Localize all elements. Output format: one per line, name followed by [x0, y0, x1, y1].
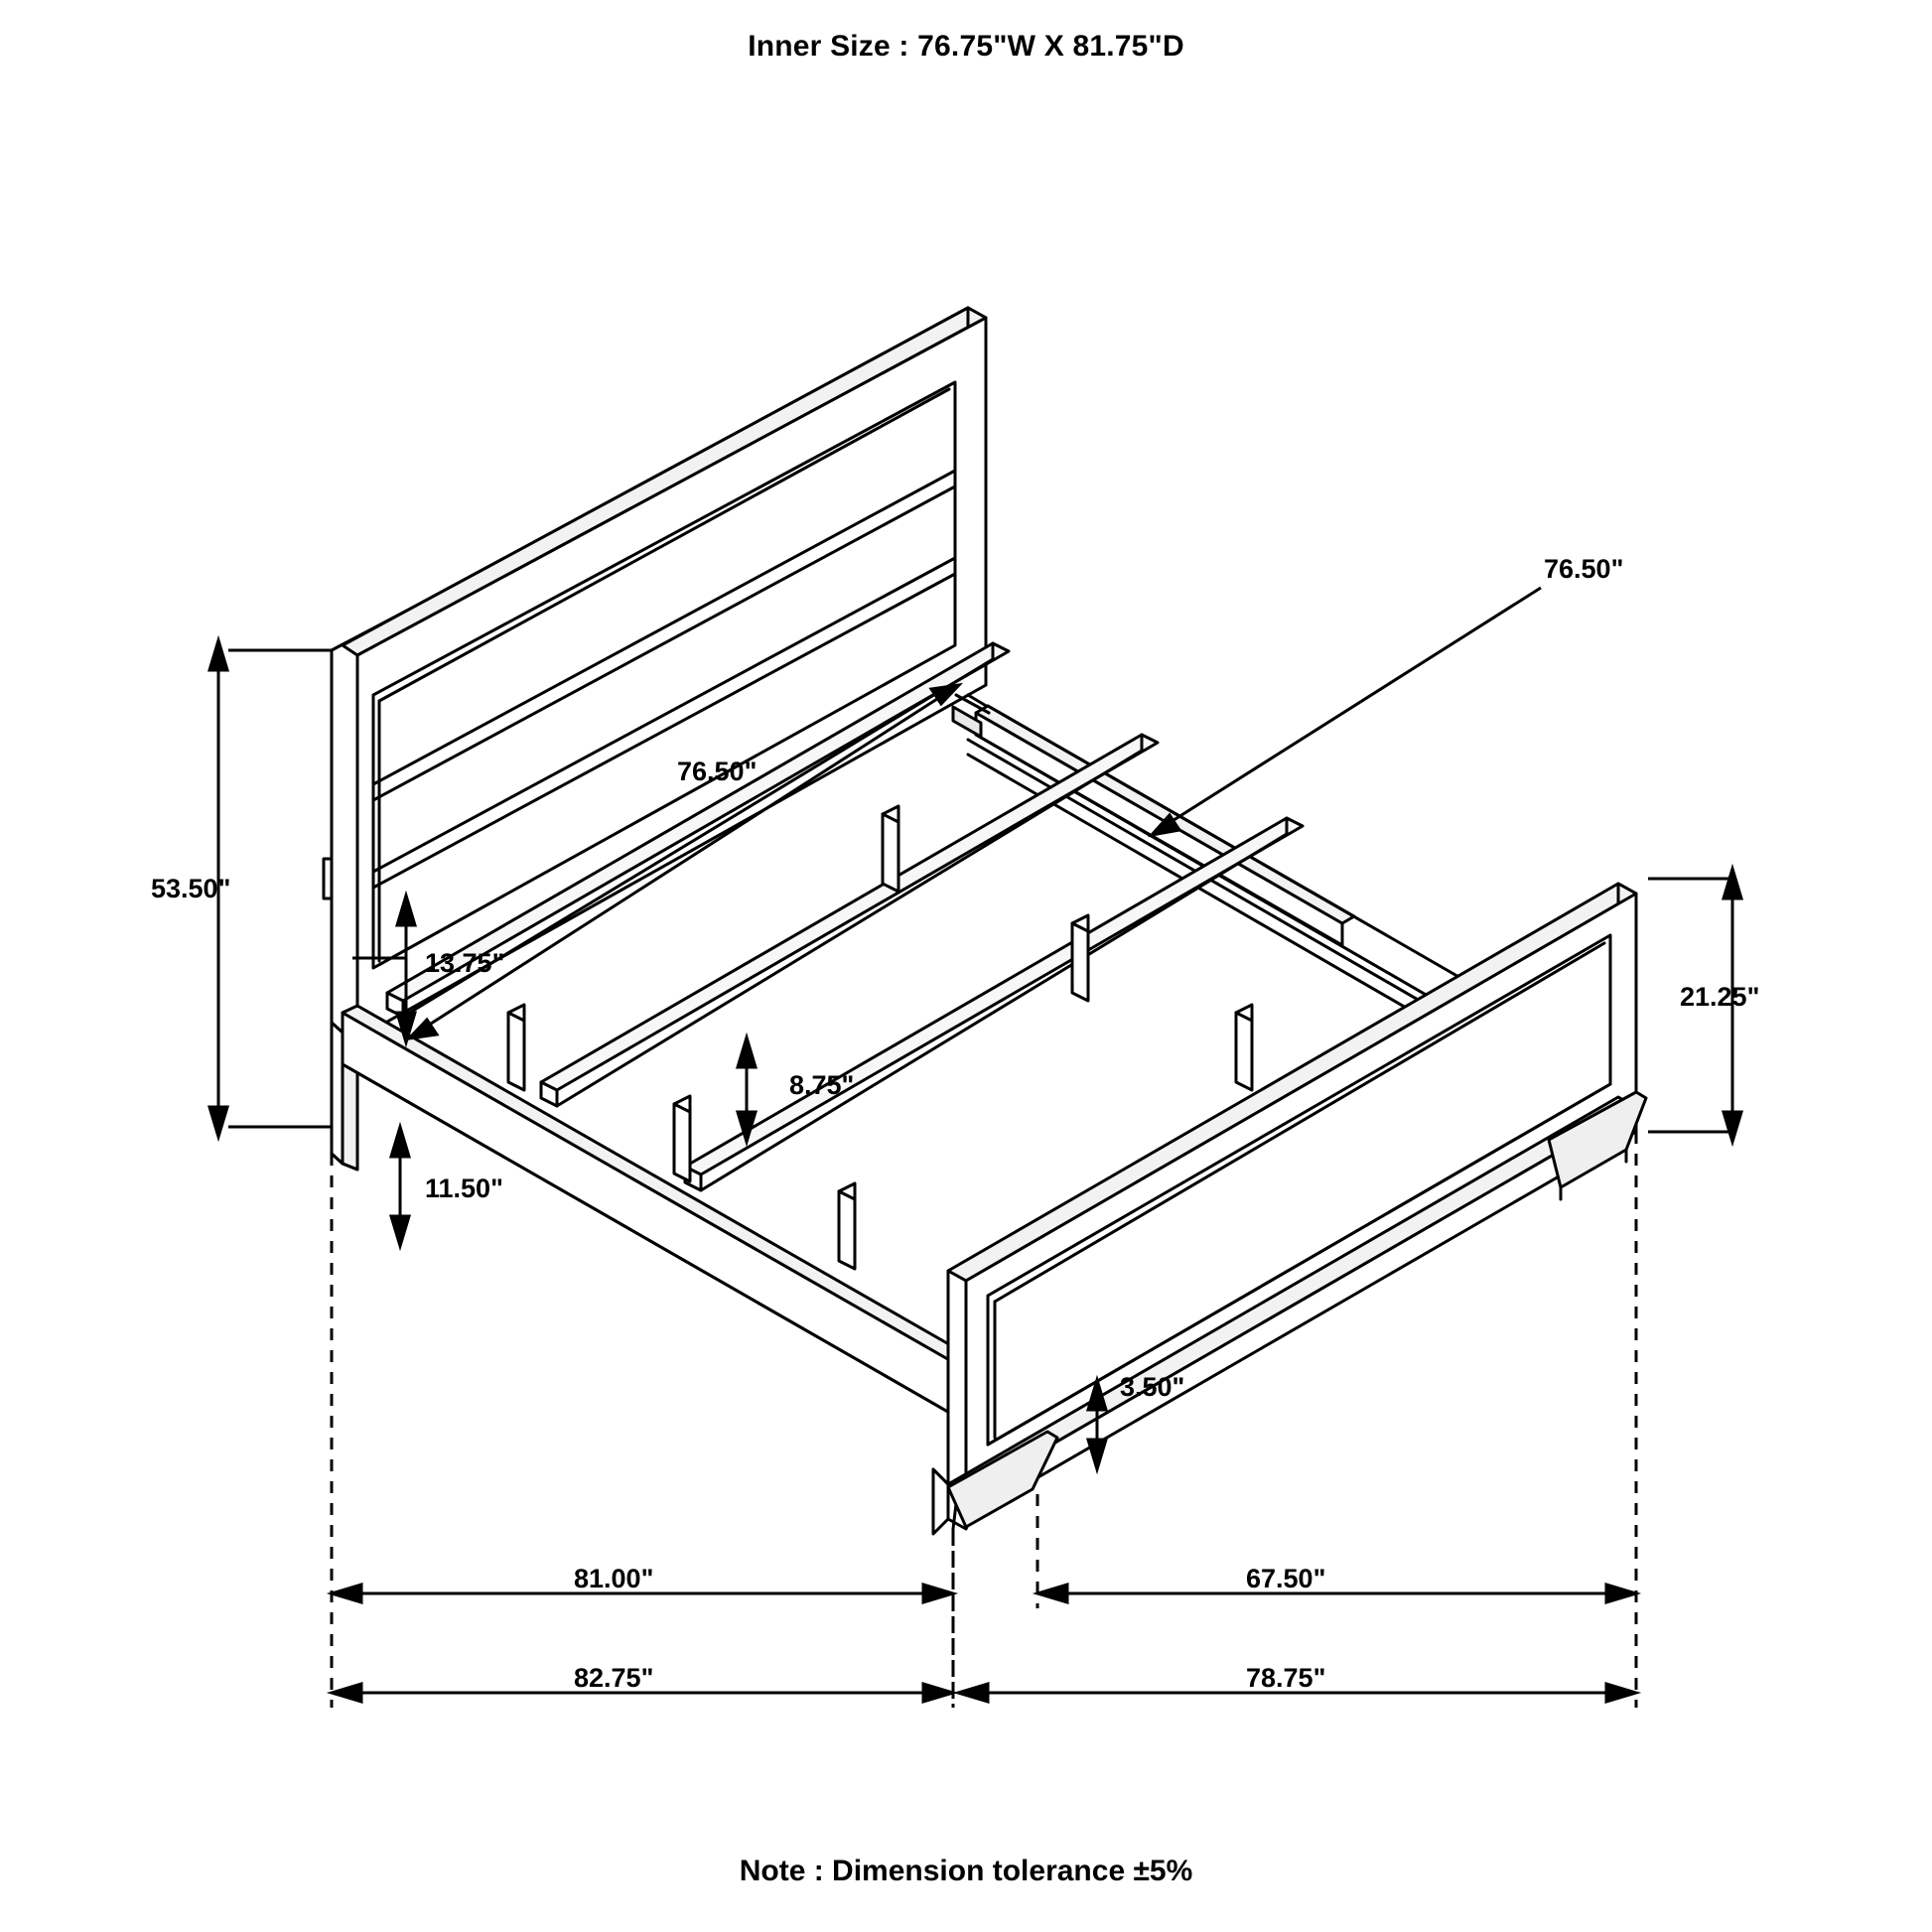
dim-slat-clearance: 8.75" [789, 1070, 855, 1100]
dim-overall-width: 78.75" [1246, 1663, 1326, 1693]
dim-overall-length: 82.75" [574, 1663, 654, 1693]
dim-side-rail-width: 76.50" [1544, 554, 1624, 584]
dim-footboard-height: 21.25" [1680, 982, 1760, 1012]
dim-overall-inner-length: 81.00" [574, 1564, 654, 1593]
dim-headboard-height: 53.50" [151, 874, 231, 903]
dim-rail-to-floor: 11.50" [425, 1173, 503, 1203]
dim-headboard-panel-width: 76.50" [677, 757, 758, 786]
dim-headboard-lower-rail: 13.75" [425, 948, 505, 978]
dim-footboard-leg-height: 3.50" [1120, 1372, 1185, 1402]
tolerance-note: Note : Dimension tolerance ±5% [739, 1855, 1193, 1887]
page-title: Inner Size : 76.75"W X 81.75"D [748, 30, 1184, 63]
dim-footboard-width: 67.50" [1246, 1564, 1326, 1593]
